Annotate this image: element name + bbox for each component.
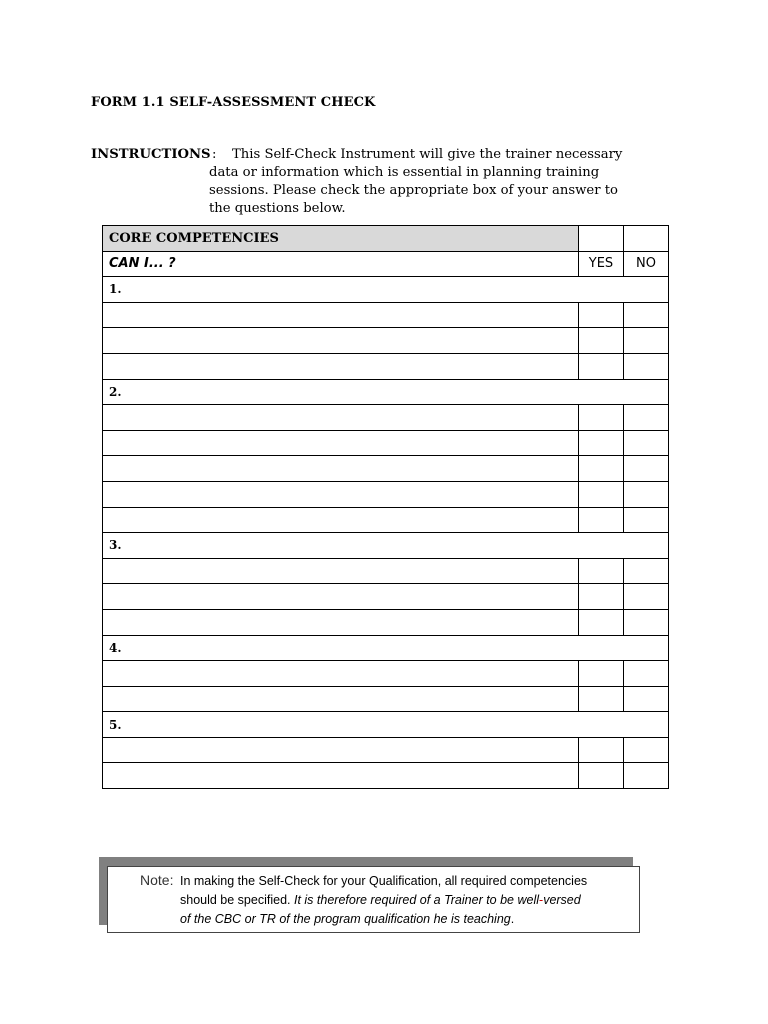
- table-row: [103, 686, 669, 712]
- competency-input-cell[interactable]: [103, 584, 579, 610]
- section-row: [103, 635, 669, 661]
- yes-checkbox-cell[interactable]: [579, 558, 624, 584]
- section-row: [103, 277, 669, 303]
- yes-checkbox-cell[interactable]: [579, 302, 624, 328]
- note-plain: should be specified.: [180, 893, 291, 907]
- yes-checkbox-cell[interactable]: [579, 763, 624, 789]
- no-checkbox-cell[interactable]: [624, 456, 669, 482]
- competency-input-cell[interactable]: [103, 456, 579, 482]
- table-row: [103, 584, 669, 610]
- no-checkbox-cell[interactable]: [624, 763, 669, 789]
- instructions-line: the questions below.: [209, 201, 346, 216]
- yes-checkbox-cell[interactable]: [579, 481, 624, 507]
- table-row: [103, 558, 669, 584]
- competency-input-cell[interactable]: [103, 328, 579, 354]
- no-checkbox-cell[interactable]: [624, 558, 669, 584]
- yes-checkbox-cell[interactable]: [579, 430, 624, 456]
- table-row: [103, 353, 669, 379]
- table-row: [103, 763, 669, 789]
- table-row: [103, 481, 669, 507]
- core-competencies-header: CORE COMPETENCIES: [103, 226, 579, 252]
- competency-input-cell[interactable]: [103, 405, 579, 431]
- no-checkbox-cell[interactable]: [624, 686, 669, 712]
- note-italic: It is therefore required of a Trainer to be well: [293, 893, 540, 907]
- section-number: 2.: [103, 379, 669, 405]
- no-checkbox-cell[interactable]: [624, 328, 669, 354]
- can-i-label: CAN I... ?: [103, 251, 579, 277]
- note-line: In making the Self-Check for your Qualification, all required competencies: [180, 874, 588, 888]
- section-number: 4.: [103, 635, 669, 661]
- competency-table: [102, 225, 669, 789]
- table-row: [103, 507, 669, 533]
- table-row: [103, 328, 669, 354]
- instructions: [91, 146, 677, 218]
- section-row: [103, 712, 669, 738]
- competency-input-cell[interactable]: [103, 661, 579, 687]
- competency-input-cell[interactable]: [103, 430, 579, 456]
- yes-checkbox-cell[interactable]: [579, 686, 624, 712]
- yes-checkbox-cell[interactable]: [579, 584, 624, 610]
- section-row: [103, 379, 669, 405]
- note-label: Note:: [140, 872, 174, 888]
- section-number: 3.: [103, 533, 669, 559]
- instructions-text: [209, 146, 677, 218]
- note-text: [180, 872, 635, 929]
- competency-input-cell[interactable]: [103, 558, 579, 584]
- no-checkbox-cell[interactable]: [624, 430, 669, 456]
- note-dash: -: [539, 893, 544, 907]
- note-italic-end: versed: [543, 893, 581, 907]
- note-line: [180, 910, 635, 929]
- instructions-line: sessions. Please check the appropriate box of your answer to: [209, 183, 618, 198]
- no-checkbox-cell[interactable]: [624, 481, 669, 507]
- table-row: [103, 430, 669, 456]
- note-box: [107, 866, 640, 933]
- yes-checkbox-cell[interactable]: [579, 353, 624, 379]
- table-row: [103, 456, 669, 482]
- table-row: [103, 661, 669, 687]
- table-header-row: [103, 226, 669, 252]
- form-title: FORM 1.1 SELF-ASSESSMENT CHECK: [91, 95, 376, 110]
- competency-input-cell[interactable]: [103, 686, 579, 712]
- instructions-colon: :: [212, 147, 217, 162]
- no-checkbox-cell[interactable]: [624, 609, 669, 635]
- note-line: [180, 891, 635, 910]
- instructions-label: INSTRUCTIONS: [91, 147, 211, 162]
- table-row: [103, 609, 669, 635]
- competency-input-cell[interactable]: [103, 302, 579, 328]
- no-header-cell: [624, 226, 669, 252]
- section-number: 5.: [103, 712, 669, 738]
- section-number: 1.: [103, 277, 669, 303]
- yes-checkbox-cell[interactable]: [579, 737, 624, 763]
- yes-column-label: YES: [579, 251, 624, 277]
- yes-checkbox-cell[interactable]: [579, 661, 624, 687]
- yes-checkbox-cell[interactable]: [579, 456, 624, 482]
- competency-input-cell[interactable]: [103, 763, 579, 789]
- no-column-label: NO: [624, 251, 669, 277]
- yes-checkbox-cell[interactable]: [579, 328, 624, 354]
- section-row: [103, 533, 669, 559]
- no-checkbox-cell[interactable]: [624, 507, 669, 533]
- competency-input-cell[interactable]: [103, 737, 579, 763]
- yes-checkbox-cell[interactable]: [579, 405, 624, 431]
- no-checkbox-cell[interactable]: [624, 302, 669, 328]
- can-i-row: [103, 251, 669, 277]
- table-row: [103, 405, 669, 431]
- no-checkbox-cell[interactable]: [624, 405, 669, 431]
- note-period: .: [510, 912, 515, 926]
- competency-input-cell[interactable]: [103, 609, 579, 635]
- competency-input-cell[interactable]: [103, 353, 579, 379]
- yes-checkbox-cell[interactable]: [579, 609, 624, 635]
- table-row: [103, 737, 669, 763]
- no-checkbox-cell[interactable]: [624, 661, 669, 687]
- yes-header-cell: [579, 226, 624, 252]
- no-checkbox-cell[interactable]: [624, 737, 669, 763]
- no-checkbox-cell[interactable]: [624, 584, 669, 610]
- competency-input-cell[interactable]: [103, 481, 579, 507]
- instructions-line: This Self-Check Instrument will give the trainer necessary: [232, 147, 623, 162]
- note-italic-line3: of the CBC or TR of the program qualification he is teaching: [180, 912, 511, 926]
- instructions-line: data or information which is essential in planning training: [209, 165, 600, 180]
- yes-checkbox-cell[interactable]: [579, 507, 624, 533]
- table-row: [103, 302, 669, 328]
- competency-input-cell[interactable]: [103, 507, 579, 533]
- no-checkbox-cell[interactable]: [624, 353, 669, 379]
